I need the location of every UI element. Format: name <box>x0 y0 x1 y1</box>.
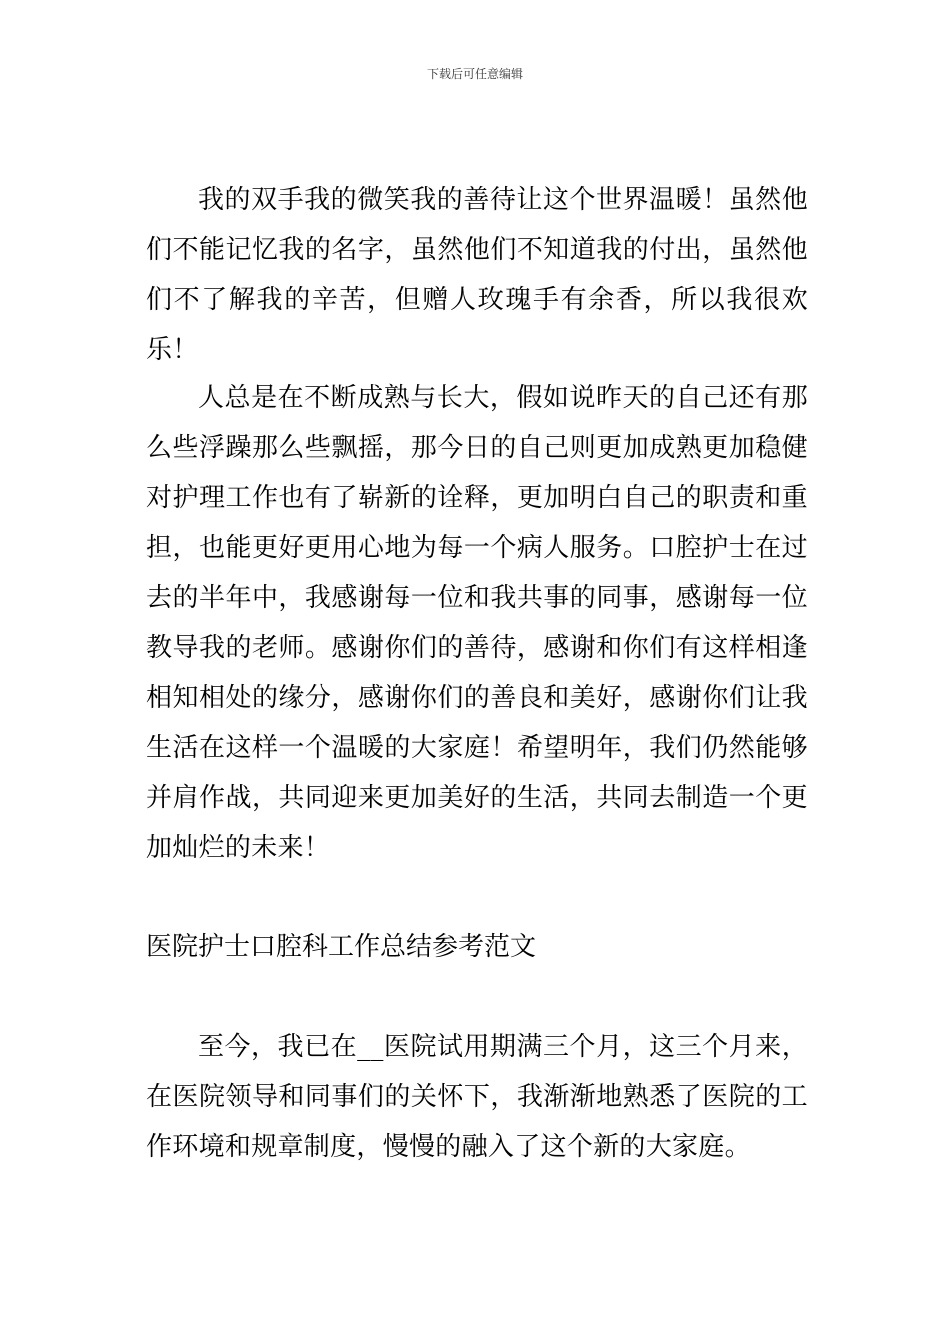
header-note: 下载后可任意编辑 <box>426 67 523 81</box>
paragraph-gratitude: 我的双手我的微笑我的善待让这个世界温暖！虽然他们不能记忆我的名字，虽然他们不知道我的付出，虽然他们不了解我的辛苦，但赠人玫瑰手有余香，所以我很欢乐！ <box>146 185 808 365</box>
section-title: 医院护士口腔科工作总结参考范文 <box>146 932 537 962</box>
paragraph-probation: 至今，我已在__医院试用期满三个月，这三个月来，在医院领导和同事们的关怀下，我渐渐地熟悉了医院的工作环境和规章制度，慢慢的融入了这个新的大家庭。 <box>146 1032 808 1162</box>
paragraph-growth: 人总是在不断成熟与长大，假如说昨天的自己还有那么些浮躁那么些飘摇，那今日的自己则更加成熟更加稳健对护理工作也有了崭新的诠释，更加明白自己的职责和重担，也能更好更用心地为每一个病人服务。口腔护士在过去的半年中，我感谢每一位和我共事的同事，感谢每一位教导我的老师。感谢你们的善待，感谢和你们有这样相逢相知相处的缘分，感谢你们的善良和美好，感谢你们让我生活在这样一个温暖的大家庭！希望明年，我们仍然能够并肩作战，共同迎来更加美好的生活，共同去制造一个更加灿烂的未来！ <box>146 383 808 863</box>
